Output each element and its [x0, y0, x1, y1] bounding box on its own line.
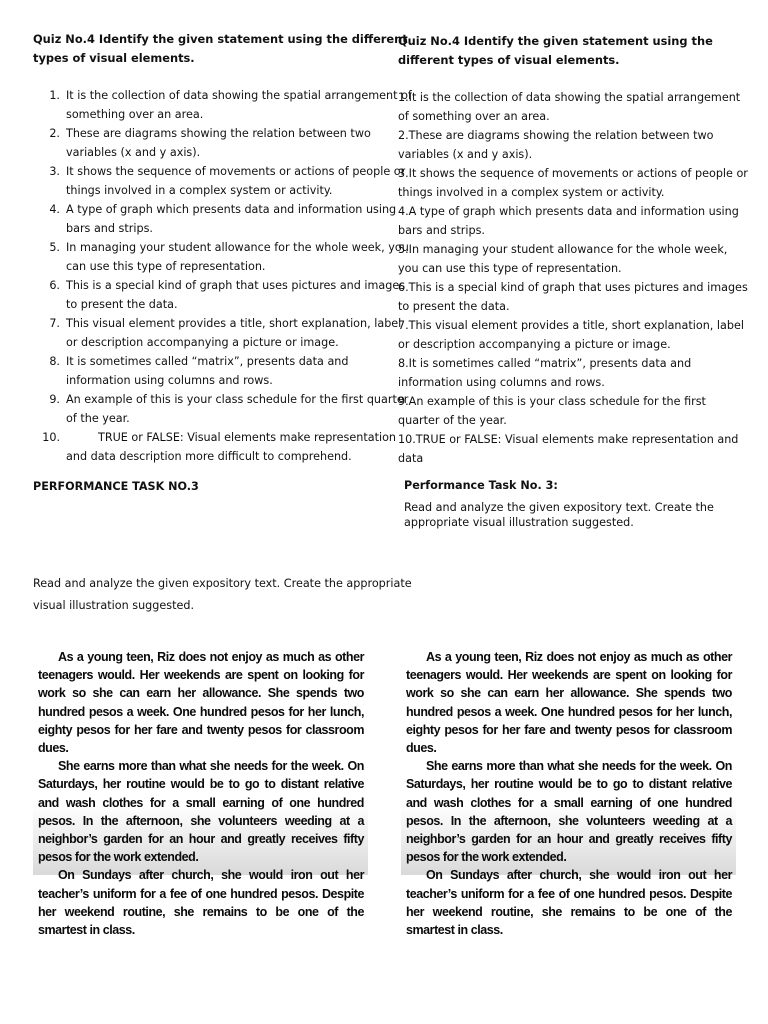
question-item — [33, 238, 413, 276]
question-number: 1. — [49, 89, 60, 102]
question-number: 4. — [49, 203, 60, 216]
performance-task-title: PERFORMANCE TASK NO.3 — [33, 480, 199, 493]
question-text: In managing your student allowance for the whole week, you can use this type of representation. — [66, 241, 409, 273]
question-item — [33, 200, 413, 238]
quiz-title: Quiz No.4 Identify the given statement using the different types of visual elements. — [398, 34, 713, 67]
passage-paragraph: On Sundays after church, she would iron out her teacher’s uniform for a fee of one hundred pesos. Despite her weekend routine, she remains to be one of the smartest in class. — [38, 868, 364, 938]
question-text: It shows the sequence of movements or actions of people or things involved in a complex system or activity. — [66, 165, 406, 197]
expository-text-passage — [33, 642, 368, 938]
question-text: 7.This visual element provides a title, short explanation, label or description accompanying a picture or image. — [398, 319, 744, 351]
question-number: 10. — [42, 431, 60, 444]
expository-text-passage — [401, 642, 736, 938]
question-item — [33, 162, 413, 200]
quiz-title: Quiz No.4 Identify the given statement using the different types of visual elements. — [33, 32, 408, 65]
performance-task-title: Performance Task No. 3: — [404, 479, 558, 492]
question-item — [33, 352, 413, 390]
passage-paragraph: As a young teen, Riz does not enjoy as much as other teenagers would. Her weekends are spent on looking for work so she can earn her allowance. She spends two hundred pesos a week. One hundred pesos for her lunch, eighty pesos for her fare and twenty pesos for classroom dues. — [406, 650, 732, 756]
left-quiz-column — [33, 30, 413, 466]
question-list — [398, 88, 750, 468]
question-text: 3.It shows the sequence of movements or actions of people or things involved in a complex system or activity. — [398, 167, 748, 199]
passage-paragraph: She earns more than what she needs for the week. On Saturdays, her routine would be to go to distant relative and wash clothes for a small earning of one hundred pesos. In the afternoon, she volunteers weeding at a neighbor’s garden for an hour and greatly receives fifty pesos for the work extended. — [406, 759, 732, 865]
question-text: 6.This is a special kind of graph that uses pictures and images to present the data. — [398, 281, 748, 313]
passage-paragraph: As a young teen, Riz does not enjoy as much as other teenagers would. Her weekends are spent on looking for work so she can earn her allowance. She spends two hundred pesos a week. One hundred pesos for her lunch, eighty pesos for her fare and twenty pesos for classroom dues. — [38, 650, 364, 756]
question-text: 2.These are diagrams showing the relation between two variables (x and y axis). — [398, 129, 714, 161]
question-number: 3. — [49, 165, 60, 178]
question-text: An example of this is your class schedule for the first quarter of the year. — [66, 393, 409, 425]
question-text: 8.It is sometimes called “matrix”, presents data and information using columns and rows. — [398, 357, 692, 389]
task-instruction: Read and analyze the given expository text. Create the appropriate visual illustration suggested. — [404, 501, 714, 529]
question-text: 4.A type of graph which presents data and information using bars and strips. — [398, 205, 739, 237]
question-item — [33, 86, 413, 124]
question-text: A type of graph which presents data and information using bars and strips. — [66, 203, 397, 235]
question-item — [33, 124, 413, 162]
question-item — [33, 428, 413, 466]
question-number: 7. — [49, 317, 60, 330]
question-number: 6. — [49, 279, 60, 292]
question-text: 10.TRUE or FALSE: Visual elements make representation and data — [398, 433, 739, 465]
question-text: 5.In managing your student allowance for the whole week, you can use this type of representation. — [398, 243, 728, 275]
question-text: This is a special kind of graph that uses pictures and images to present the data. — [66, 279, 406, 311]
question-text: TRUE or FALSE: Visual elements make representation and data description more difficult to comprehend. — [66, 431, 397, 463]
question-number: 5. — [49, 241, 60, 254]
question-number: 9. — [49, 393, 60, 406]
task-instruction: Read and analyze the given expository text. Create the appropriate visual illustration suggested. — [33, 577, 412, 612]
question-text: 1.It is the collection of data showing the spatial arrangement of something over an area. — [398, 91, 741, 123]
question-item — [33, 314, 413, 352]
question-text: These are diagrams showing the relation between two variables (x and y axis). — [66, 127, 371, 159]
right-quiz-column — [398, 32, 750, 468]
question-text: It is sometimes called “matrix”, presents data and information using columns and rows. — [66, 355, 349, 387]
question-list — [33, 86, 413, 466]
passage-paragraph: On Sundays after church, she would iron out her teacher’s uniform for a fee of one hundred pesos. Despite her weekend routine, she remains to be one of the smartest in class. — [406, 868, 732, 938]
question-item — [33, 390, 413, 428]
question-text: This visual element provides a title, short explanation, label or description accompanying a picture or image. — [66, 317, 402, 349]
question-number: 2. — [49, 127, 60, 140]
question-text: 9.An example of this is your class schedule for the first quarter of the year. — [398, 395, 706, 427]
question-number: 8. — [49, 355, 60, 368]
question-item — [33, 276, 413, 314]
question-text: It is the collection of data showing the spatial arrangement of something over an area. — [66, 89, 412, 121]
passage-paragraph: She earns more than what she needs for the week. On Saturdays, her routine would be to go to distant relative and wash clothes for a small earning of one hundred pesos. In the afternoon, she volunteers weeding at a neighbor’s garden for an hour and greatly receives fifty pesos for the work extended. — [38, 759, 364, 865]
